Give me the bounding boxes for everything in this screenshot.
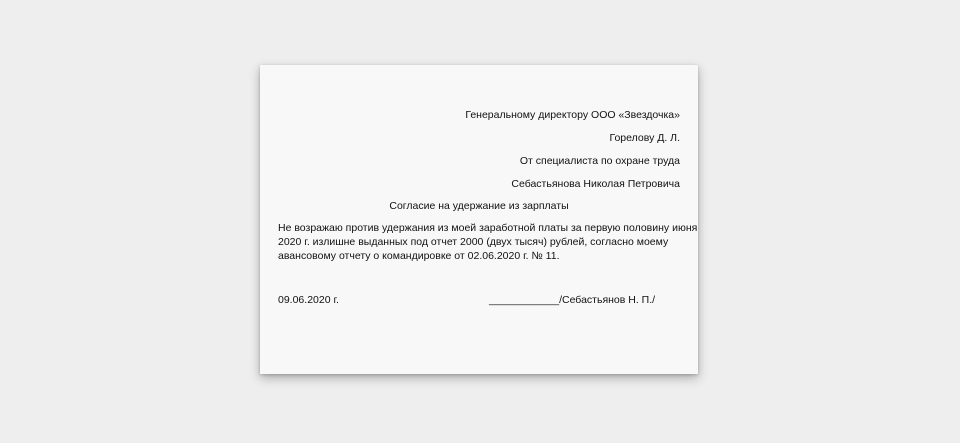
body-line-1: Не возражаю против удержания из моей заработной платы за первую половину июня [278, 222, 698, 234]
document-sheet [260, 65, 698, 374]
document-date: 09.06.2020 г. [278, 294, 339, 306]
body-line-3: авансовому отчету о командировке от 02.06.2020 г. № 11. [278, 250, 560, 262]
document-title: Согласие на удержание из зарплаты [389, 200, 569, 212]
body-line-2: 2020 г. излишне выданных под отчет 2000 (двух тысяч) рублей, согласно моему [278, 236, 669, 248]
addressee-line-2: Горелову Д. Л. [609, 132, 680, 144]
sender-line-2: Себастьянова Николая Петровича [511, 178, 680, 190]
addressee-line-1: Генеральному директору ООО «Звездочка» [465, 109, 680, 121]
document-body [278, 221, 698, 263]
signature-line: ____________/Себастьянов Н. П./ [489, 294, 656, 306]
sender-line-1: От специалиста по охране труда [519, 155, 680, 167]
